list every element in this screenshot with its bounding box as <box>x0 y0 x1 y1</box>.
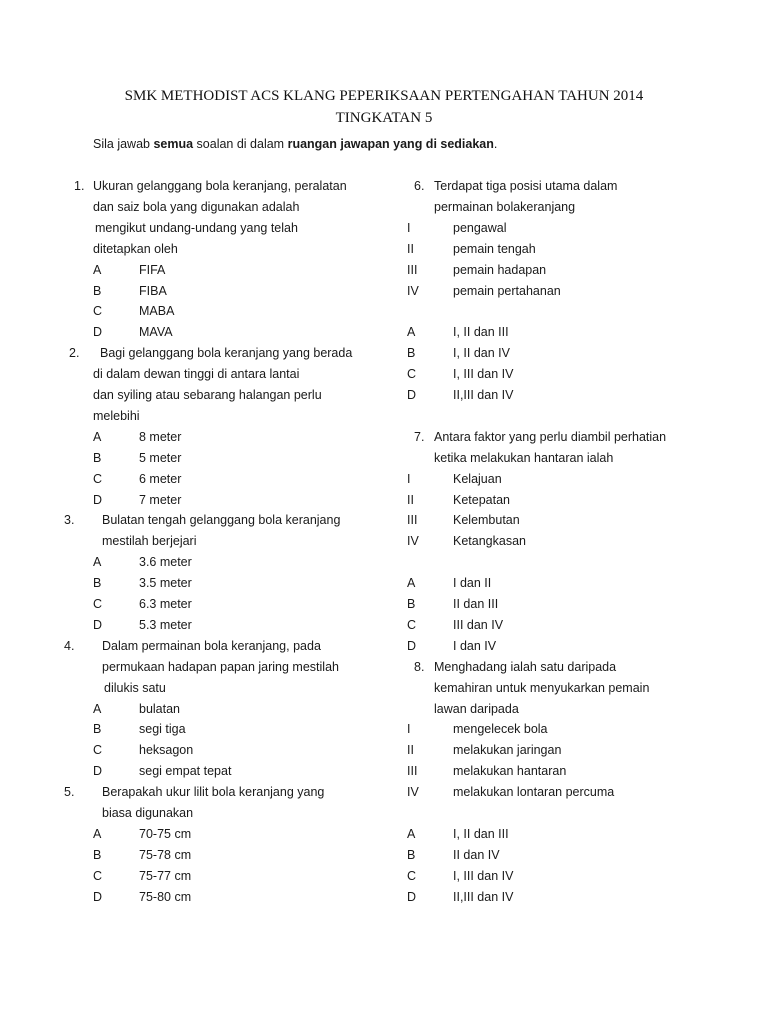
option-label: B <box>407 597 416 611</box>
option-label: C <box>93 868 103 883</box>
option-text: I, II dan III <box>453 826 509 841</box>
statement-text: Kelembutan <box>453 513 520 528</box>
statement-label: I <box>407 220 411 235</box>
question-text-line: dan saiz bola yang digunakan adalah <box>93 199 300 214</box>
question-number: 7. <box>414 429 425 444</box>
option-label: B <box>93 450 102 465</box>
option-text: 75-80 cm <box>139 889 192 904</box>
option-label: B <box>407 847 416 862</box>
option-label: B <box>93 847 102 862</box>
statement-label: III <box>407 513 418 528</box>
question-text-line: mestilah berjejari <box>102 534 197 549</box>
option-text: I dan II <box>453 576 492 591</box>
option-text: segi empat tepat <box>139 764 232 779</box>
question-number: 1. <box>74 179 85 193</box>
option-text: I dan IV <box>453 638 497 653</box>
question-text-line: mengikut undang-undang yang telah <box>95 220 298 235</box>
option-text: II dan IV <box>453 847 500 862</box>
question-number: 6. <box>414 179 425 193</box>
option-label: A <box>407 325 416 340</box>
option-label: D <box>93 764 103 779</box>
option-label: A <box>93 555 102 570</box>
question-text-line: Ukuran gelanggang bola keranjang, peralatan <box>93 179 347 193</box>
option-label: C <box>407 617 417 632</box>
statement-text: mengelecek bola <box>453 722 548 737</box>
question-number: 3. <box>64 513 75 528</box>
question-text-line: permainan bolakeranjang <box>434 199 576 214</box>
option-text: 3.5 meter <box>139 576 192 591</box>
option-text: I, II dan III <box>453 325 509 340</box>
option-label: B <box>93 283 102 298</box>
statement-label: III <box>407 262 418 277</box>
statement-text: melakukan lontaran percuma <box>453 785 615 800</box>
option-label: A <box>93 826 102 841</box>
option-text: heksagon <box>139 743 194 758</box>
question-text-line: di dalam dewan tinggi di antara lantai <box>93 367 300 382</box>
statement-label: II <box>407 743 414 758</box>
statement-text: Kelajuan <box>453 471 502 486</box>
option-label: D <box>407 889 417 904</box>
option-text: segi tiga <box>139 722 186 737</box>
option-text: 7 meter <box>139 492 182 507</box>
option-text: 3.6 meter <box>139 555 192 570</box>
exam-form-level: TINGKATAN 5 <box>335 110 433 126</box>
statement-label: IV <box>407 785 419 800</box>
statement-label: IV <box>407 534 419 549</box>
question-text-line: Terdapat tiga posisi utama dalam <box>434 179 618 193</box>
statement-text: pemain hadapan <box>453 262 547 277</box>
statement-label: III <box>407 764 418 779</box>
option-text: II dan III <box>453 597 499 611</box>
option-label: B <box>93 576 102 591</box>
option-label: C <box>93 471 103 486</box>
option-label: D <box>93 889 103 904</box>
question-number: 8. <box>414 659 425 674</box>
statement-text: melakukan hantaran <box>453 764 567 779</box>
option-text: II,III dan IV <box>453 889 514 904</box>
statement-text: Ketepatan <box>453 492 510 507</box>
question-text-line: Dalam permainan bola keranjang, pada <box>102 638 321 653</box>
question-text-line: Antara faktor yang perlu diambil perhatian <box>434 429 667 444</box>
option-text: 6.3 meter <box>139 597 192 611</box>
question-text-line: ketika melakukan hantaran ialah <box>434 450 614 465</box>
exam-title: SMK METHODIST ACS KLANG PEPERIKSAAN PERTENGAHAN TAHUN 2014 <box>124 88 644 104</box>
option-text: 70-75 cm <box>139 826 192 841</box>
question-number: 2. <box>69 346 80 361</box>
statement-label: IV <box>407 283 419 298</box>
question-text-line: lawan daripada <box>434 701 519 716</box>
option-text: 8 meter <box>139 429 182 444</box>
option-label: A <box>93 701 102 716</box>
statement-text: pemain pertahanan <box>453 283 561 298</box>
option-text: 75-78 cm <box>139 847 192 862</box>
option-text: I, III dan IV <box>453 367 514 382</box>
option-label: C <box>407 367 417 382</box>
option-label: D <box>93 325 103 340</box>
question-text-line: Bulatan tengah gelanggang bola keranjang <box>102 513 341 528</box>
option-text: FIBA <box>139 283 167 298</box>
option-label: D <box>93 617 103 632</box>
question-text-line: Menghadang ialah satu daripada <box>434 659 617 674</box>
question-text-line: dilukis satu <box>104 680 166 695</box>
question-text-line: biasa digunakan <box>102 806 194 820</box>
option-text: 5.3 meter <box>139 617 192 632</box>
statement-text: Ketangkasan <box>453 534 526 549</box>
option-label: D <box>407 638 417 653</box>
option-label: B <box>93 722 102 737</box>
option-label: A <box>407 576 416 591</box>
option-text: I, II dan IV <box>453 346 510 361</box>
question-text-line: kemahiran untuk menyukarkan pemain <box>434 680 650 695</box>
question-number: 4. <box>64 638 75 653</box>
option-text: FIFA <box>139 262 166 277</box>
option-text: MAVA <box>139 325 173 340</box>
question-text-line: permukaan hadapan papan jaring mestilah <box>102 659 339 674</box>
option-label: A <box>93 262 102 277</box>
option-label: B <box>407 346 416 361</box>
option-text: III dan IV <box>453 617 504 632</box>
option-label: C <box>93 597 103 611</box>
question-text-line: dan syiling atau sebarang halangan perlu <box>93 388 322 402</box>
option-text: 5 meter <box>139 450 182 465</box>
option-label: C <box>93 304 103 319</box>
option-label: D <box>93 492 103 507</box>
statement-label: II <box>407 492 414 507</box>
question-text-line: Berapakah ukur lilit bola keranjang yang <box>102 785 325 800</box>
question-text-line: melebihi <box>93 408 140 423</box>
option-label: A <box>407 826 416 841</box>
option-label: D <box>407 388 417 402</box>
option-text: bulatan <box>139 701 181 716</box>
option-label: C <box>93 743 103 758</box>
question-text-line: ditetapkan oleh <box>93 241 178 256</box>
option-text: 6 meter <box>139 471 182 486</box>
statement-text: pemain tengah <box>453 241 536 256</box>
statement-text: melakukan jaringan <box>453 743 562 758</box>
statement-text: pengawal <box>453 220 507 235</box>
option-label: C <box>407 868 417 883</box>
option-text: I, III dan IV <box>453 868 514 883</box>
statement-label: II <box>407 241 414 256</box>
option-text: MABA <box>139 304 175 319</box>
statement-label: I <box>407 471 411 486</box>
question-text-line: Bagi gelanggang bola keranjang yang berada <box>100 346 353 361</box>
option-text: II,III dan IV <box>453 388 514 402</box>
option-label: A <box>93 429 102 444</box>
question-number: 5. <box>64 785 75 800</box>
option-text: 75-77 cm <box>139 868 192 883</box>
statement-label: I <box>407 722 411 737</box>
instructions: Sila jawab semua soalan di dalam ruangan jawapan yang di sediakan. <box>93 137 498 151</box>
